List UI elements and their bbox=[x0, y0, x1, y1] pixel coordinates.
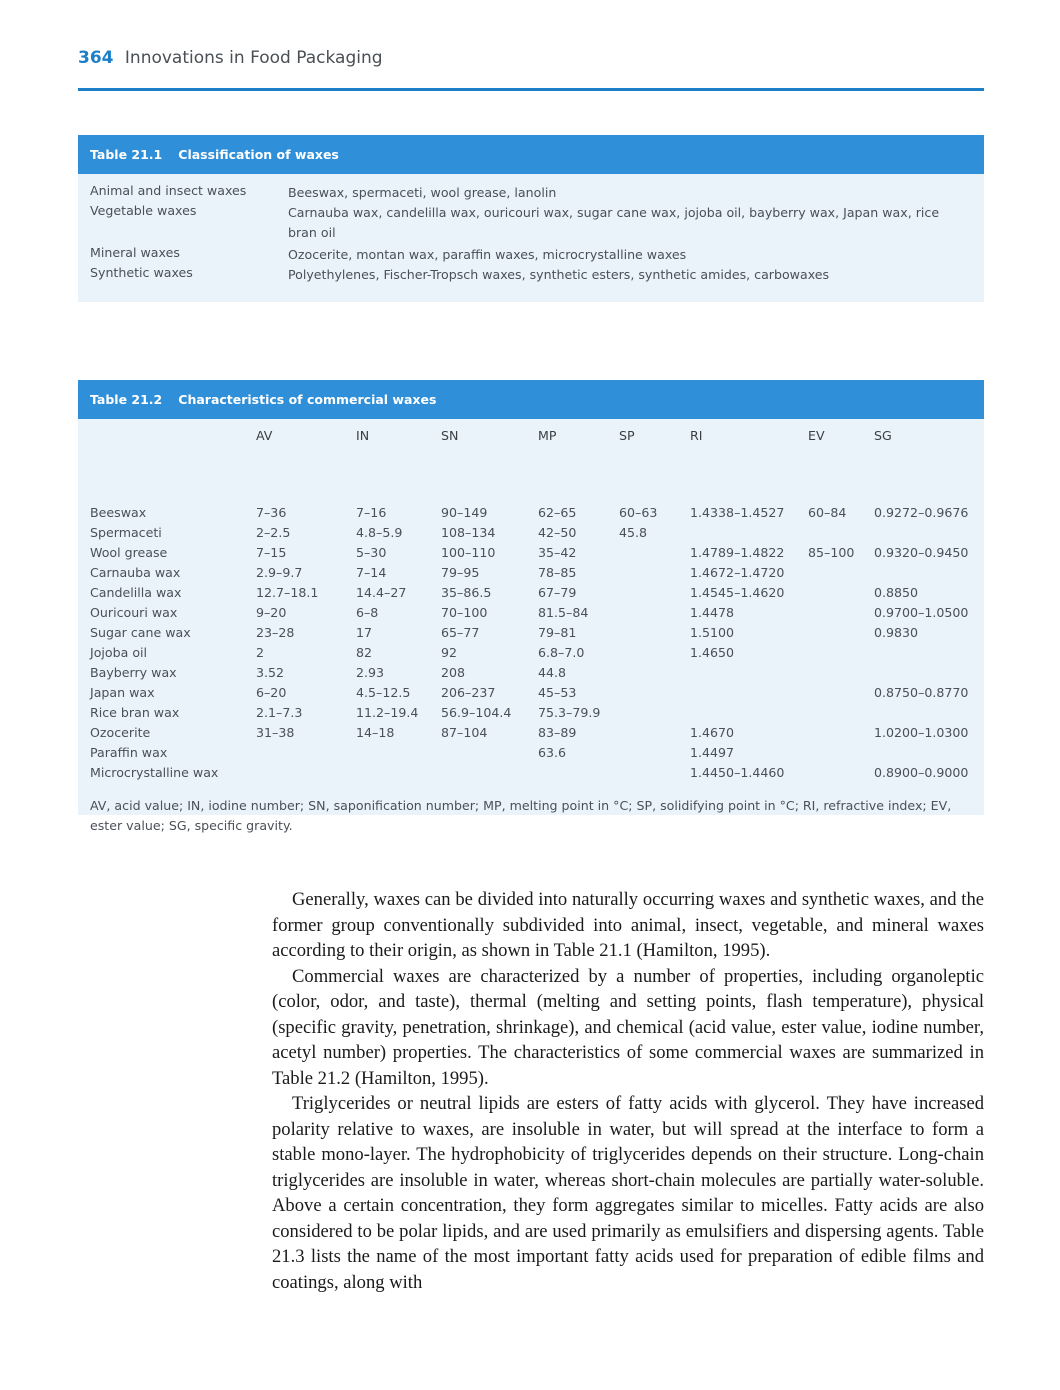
cell-in: 17 bbox=[356, 625, 373, 640]
wax-examples: Beeswax, spermaceti, wool grease, lanolin bbox=[288, 185, 557, 200]
cell-av: 2–2.5 bbox=[256, 525, 291, 540]
column-header-mp: MP bbox=[538, 428, 557, 443]
wax-category: Animal and insect waxes bbox=[90, 183, 247, 198]
cell-ri: 1.4338–1.4527 bbox=[690, 505, 785, 520]
cell-in: 4.5–12.5 bbox=[356, 685, 411, 700]
table-row bbox=[78, 625, 984, 645]
wax-name: Rice bran wax bbox=[90, 705, 180, 720]
wax-examples: Ozocerite, montan wax, paraffin waxes, microcrystalline waxes bbox=[288, 247, 687, 262]
cell-sn: 35–86.5 bbox=[441, 585, 492, 600]
cell-av: 2 bbox=[256, 645, 265, 660]
column-header-in: IN bbox=[356, 428, 370, 443]
cell-in: 2.93 bbox=[356, 665, 385, 680]
table-row bbox=[78, 585, 984, 605]
wax-name: Japan wax bbox=[90, 685, 155, 700]
cell-sn: 87–104 bbox=[441, 725, 488, 740]
table-21-2-header bbox=[78, 380, 984, 419]
table-title: Characteristics of commercial waxes bbox=[178, 392, 437, 407]
cell-av: 12.7–18.1 bbox=[256, 585, 319, 600]
cell-ev: 60–84 bbox=[808, 505, 847, 520]
cell-sn: 56.9–104.4 bbox=[441, 705, 512, 720]
cell-mp: 79–81 bbox=[538, 625, 577, 640]
cell-av: 2.9–9.7 bbox=[256, 565, 303, 580]
table-21-1-header bbox=[78, 135, 984, 174]
cell-ri: 1.4545–1.4620 bbox=[690, 585, 785, 600]
cell-in: 7–16 bbox=[356, 505, 387, 520]
header-rule bbox=[78, 88, 984, 91]
cell-in: 14–18 bbox=[356, 725, 395, 740]
column-header-sn: SN bbox=[441, 428, 459, 443]
paragraph: Triglycerides or neutral lipids are esters of fatty acids with glycerol. They have increased polarity relative to waxes, are insoluble in water, but will spread at the interface to form a stable mono-layer. The hydrophobicity of triglycerides depends on their structure. Long-chain triglycerides are insoluble in water, whereas short-chain molecules are partially water-soluble. Above a certain concentration, they form aggregates similar to micelles. Fatty acids are also considered to be polar lipids, and are used primarily as emulsifiers and dispersing agents. Table 21.3 lists the name of the most important fatty acids used for preparation of edible films and coatings, along with bbox=[272, 1093, 984, 1293]
cell-mp: 63.6 bbox=[538, 745, 567, 760]
cell-mp: 83–89 bbox=[538, 725, 577, 740]
column-header-ri: RI bbox=[690, 428, 703, 443]
paragraph: Generally, waxes can be divided into naturally occurring waxes and synthetic waxes, and the former group conventionally subdivided into animal, insect, vegetable, and mineral waxes according to their origin, as shown in Table 21.1 (Hamilton, 1995). bbox=[272, 889, 984, 961]
cell-in: 82 bbox=[356, 645, 373, 660]
table-21-1 bbox=[78, 135, 984, 302]
cell-sg: 0.9272–0.9676 bbox=[874, 505, 969, 520]
cell-in: 11.2–19.4 bbox=[356, 705, 419, 720]
cell-sg: 0.8900–0.9000 bbox=[874, 765, 969, 780]
cell-sn: 100–110 bbox=[441, 545, 496, 560]
cell-sn: 90–149 bbox=[441, 505, 488, 520]
cell-sg: 0.9700–1.0500 bbox=[874, 605, 969, 620]
cell-sn: 208 bbox=[441, 665, 466, 680]
cell-av: 31–38 bbox=[256, 725, 295, 740]
wax-name: Microcrystalline wax bbox=[90, 765, 219, 780]
wax-examples: Carnauba wax, candelilla wax, ouricouri wax, sugar cane wax, jojoba oil, bayberry wax, Japan wax, rice bran oil bbox=[288, 205, 940, 240]
table-row bbox=[78, 545, 984, 565]
cell-ri: 1.4789–1.4822 bbox=[690, 545, 785, 560]
wax-category: Synthetic waxes bbox=[90, 265, 193, 280]
wax-name: Candelilla wax bbox=[90, 585, 182, 600]
cell-in: 5–30 bbox=[356, 545, 387, 560]
cell-mp: 45–53 bbox=[538, 685, 577, 700]
cell-sn: 108–134 bbox=[441, 525, 496, 540]
table-number: Table 21.2 bbox=[90, 392, 163, 407]
cell-sg: 1.0200–1.0300 bbox=[874, 725, 969, 740]
cell-ri: 1.4650 bbox=[690, 645, 735, 660]
cell-mp: 62–65 bbox=[538, 505, 577, 520]
cell-ri: 1.4672–1.4720 bbox=[690, 565, 785, 580]
cell-av: 6–20 bbox=[256, 685, 287, 700]
wax-category: Vegetable waxes bbox=[90, 203, 197, 218]
table-row bbox=[78, 565, 984, 585]
column-header-ev: EV bbox=[808, 428, 825, 443]
cell-sn: 70–100 bbox=[441, 605, 488, 620]
cell-sn: 206–237 bbox=[441, 685, 496, 700]
cell-ev: 85–100 bbox=[808, 545, 855, 560]
wax-name: Wool grease bbox=[90, 545, 168, 560]
cell-sn: 65–77 bbox=[441, 625, 480, 640]
body-text bbox=[272, 887, 984, 1295]
wax-examples: Polyethylenes, Fischer-Tropsch waxes, synthetic esters, synthetic amides, carbowaxes bbox=[288, 267, 830, 282]
wax-name: Paraffin wax bbox=[90, 745, 168, 760]
cell-mp: 44.8 bbox=[538, 665, 567, 680]
wax-name: Bayberry wax bbox=[90, 665, 177, 680]
cell-in: 6–8 bbox=[356, 605, 379, 620]
wax-name: Carnauba wax bbox=[90, 565, 181, 580]
column-header-sg: SG bbox=[874, 428, 892, 443]
wax-name: Ouricouri wax bbox=[90, 605, 178, 620]
cell-sg: 0.8850 bbox=[874, 585, 919, 600]
cell-sg: 0.9830 bbox=[874, 625, 919, 640]
wax-name: Beeswax bbox=[90, 505, 147, 520]
table-21-2 bbox=[78, 380, 984, 833]
table-row bbox=[78, 645, 984, 665]
wax-category: Mineral waxes bbox=[90, 245, 180, 260]
cell-mp: 35–42 bbox=[538, 545, 577, 560]
cell-ri: 1.4497 bbox=[690, 745, 735, 760]
cell-av: 23–28 bbox=[256, 625, 295, 640]
table-row bbox=[78, 525, 984, 545]
cell-ri: 1.5100 bbox=[690, 625, 735, 640]
cell-ri: 1.4450–1.4460 bbox=[690, 765, 785, 780]
table-row bbox=[78, 685, 984, 705]
cell-in: 14.4–27 bbox=[356, 585, 407, 600]
cell-mp: 78–85 bbox=[538, 565, 577, 580]
cell-sg: 0.9320–0.9450 bbox=[874, 545, 969, 560]
cell-ri: 1.4478 bbox=[690, 605, 735, 620]
column-header-sp: SP bbox=[619, 428, 635, 443]
column-header-av: AV bbox=[256, 428, 273, 443]
cell-in: 4.8–5.9 bbox=[356, 525, 403, 540]
table-footnote: AV, acid value; IN, iodine number; SN, saponification number; MP, melting point in °C; SP, solidifying point in °C; RI, refractive index; EV, ester value; SG, specific gravity. bbox=[90, 798, 952, 833]
cell-av: 2.1–7.3 bbox=[256, 705, 303, 720]
table-row bbox=[78, 725, 984, 745]
wax-name: Jojoba oil bbox=[90, 645, 148, 660]
cell-av: 7–36 bbox=[256, 505, 287, 520]
page-number: 364 bbox=[78, 48, 114, 68]
table-row bbox=[78, 505, 984, 525]
table-row bbox=[78, 765, 984, 785]
cell-av: 3.52 bbox=[256, 665, 285, 680]
cell-sp: 45.8 bbox=[619, 525, 648, 540]
cell-mp: 81.5–84 bbox=[538, 605, 589, 620]
table-row bbox=[78, 745, 984, 765]
cell-av: 9–20 bbox=[256, 605, 287, 620]
cell-ri: 1.4670 bbox=[690, 725, 735, 740]
table-row bbox=[78, 605, 984, 625]
book-title: Innovations in Food Packaging bbox=[124, 48, 383, 68]
cell-in: 7–14 bbox=[356, 565, 387, 580]
cell-mp: 75.3–79.9 bbox=[538, 705, 601, 720]
table-row bbox=[78, 705, 984, 725]
wax-name: Ozocerite bbox=[90, 725, 151, 740]
wax-name: Spermaceti bbox=[90, 525, 162, 540]
cell-mp: 67–79 bbox=[538, 585, 577, 600]
cell-sp: 60–63 bbox=[619, 505, 658, 520]
cell-av: 7–15 bbox=[256, 545, 287, 560]
cell-mp: 42–50 bbox=[538, 525, 577, 540]
cell-mp: 6.8–7.0 bbox=[538, 645, 585, 660]
cell-sn: 79–95 bbox=[441, 565, 480, 580]
paragraph: Commercial waxes are characterized by a number of properties, including organoleptic (color, odor, and taste), thermal (melting and setting points, flash temperature), physical (specific gravity, penetration, shrinkage), and chemical (acid value, ester value, iodine number, acetyl number) properties. The characteristics of some commercial waxes are summarized in Table 21.2 (Hamilton, 1995). bbox=[272, 965, 984, 1089]
table-row bbox=[78, 665, 984, 685]
cell-sn: 92 bbox=[441, 645, 458, 660]
table-number: Table 21.1 bbox=[90, 147, 163, 162]
cell-sg: 0.8750–0.8770 bbox=[874, 685, 969, 700]
wax-name: Sugar cane wax bbox=[90, 625, 191, 640]
page-header bbox=[78, 48, 383, 68]
table-title: Classification of waxes bbox=[178, 147, 339, 162]
